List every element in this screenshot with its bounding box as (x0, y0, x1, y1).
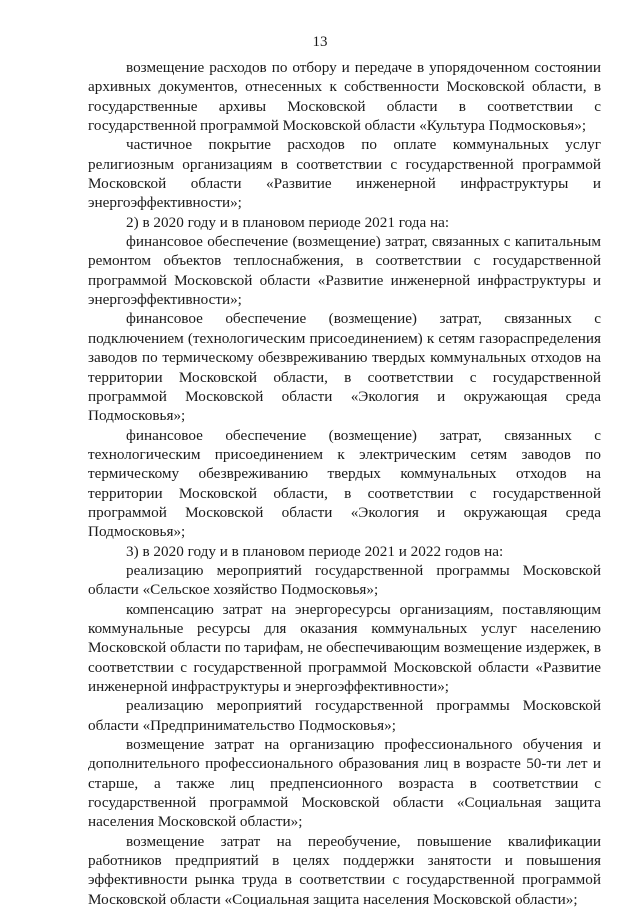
paragraph-heat-supply-repair: финансовое обеспечение (возмещение) затрат, связанных с капитальным ремонтом объектов теплоснабжения, в соответствии с государственной программой Московской области «Развитие инженерной инфраструктуры и энергоэффективности»; (88, 233, 601, 309)
paragraph-professional-training: возмещение затрат на организацию профессионального обучения и дополнительного профессионального образования лиц в возрасте 50-ти лет и старше, а также лиц предпенсионного возраста в соответствии с государственной программой Московской области «Социальная защита населения Московской области»; (88, 736, 601, 831)
paragraph-electric-connection: финансовое обеспечение (возмещение) затрат, связанных с технологическим присоединением к электрическим сетям заводов по термическому обезвреживанию твердых коммунальных отходов на территории Московской области, в соответствии с государственной программой Московской области «Экология и окружающая среда Подмосковья»; (88, 426, 601, 541)
paragraph-entrepreneurship: реализацию мероприятий государственной программы Московской области «Предпринимательство Подмосковья»; (88, 697, 601, 734)
document-body (88, 58, 601, 909)
paragraph-heading-2020-2022: 3) в 2020 году и в плановом периоде 2021 и 2022 годов на: (126, 542, 504, 560)
paragraph-religious-organizations: частичное покрытие расходов по оплате коммунальных услуг религиозным организациям в соответствии с государственной программой Московской области «Развитие инженерной инфраструктуры и энергоэффективности»; (88, 136, 601, 212)
paragraph-gas-connection: финансовое обеспечение (возмещение) затрат, связанных с подключением (технологическим присоединением) к сетям газораспределения заводов по термическому обезвреживанию твердых коммунальных отходов на территории Московской области, в соответствии с государственной программой Московской области «Экология и окружающая среда Подмосковья»; (88, 310, 601, 425)
paragraph-archive-documents: возмещение расходов по отбору и передаче в упорядоченном состоянии архивных документов, отнесенных к собственности Московской области, в государственные архивы Московской области в соответствии с государственной программой Московской области «Культура Подмосковья»; (88, 59, 601, 135)
page-number: 13 (312, 34, 328, 50)
paragraph-heading-2020-2021: 2) в 2020 году и в плановом периоде 2021 года на: (126, 213, 450, 231)
paragraph-energy-compensation: компенсацию затрат на энергоресурсы организациям, поставляющим коммунальные ресурсы для оказания коммунальных услуг населению Московской области по тарифам, не обеспечивающим возмещение издержек, в соответствии с государственной программой Московской области «Развитие инженерной инфраструктуры и энергоэффективности»; (88, 600, 601, 695)
paragraph-retraining: возмещение затрат на переобучение, повышение квалификации работников предприятий в целях поддержки занятости и повышения эффективности рынка труда в соответствии с государственной программой Московской области «Социальная защита населения Московской области»; (88, 832, 601, 908)
paragraph-agriculture: реализацию мероприятий государственной программы Московской области «Сельское хозяйство Подмосковья»; (88, 561, 601, 599)
